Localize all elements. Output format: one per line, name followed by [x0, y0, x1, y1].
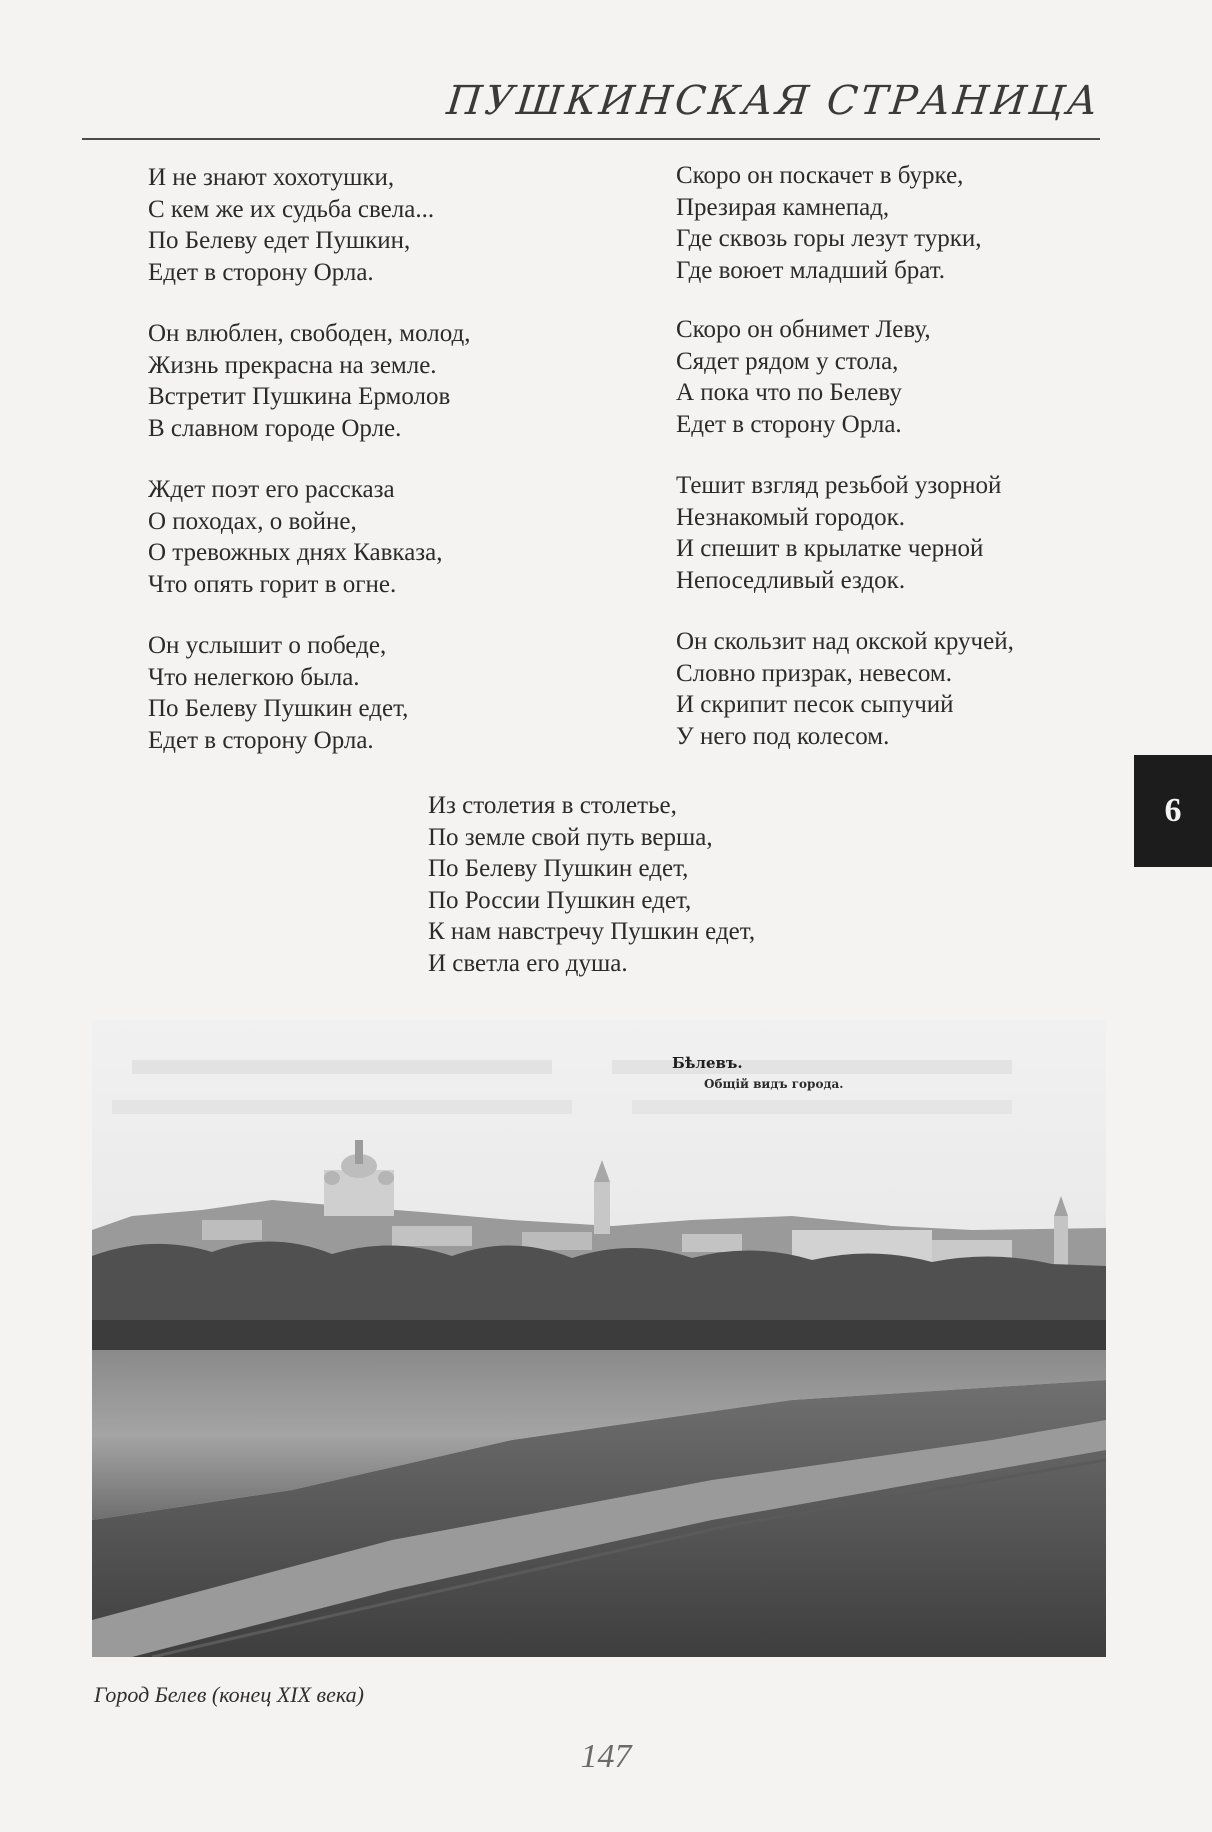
- poem-line: Жизнь прекрасна на земле.: [148, 351, 437, 379]
- figure-caption: Город Белев (конец XIX века): [94, 1682, 364, 1707]
- poem-line: По земле свой путь верша,: [428, 823, 713, 851]
- poem-line: Где воюет младший брат.: [676, 256, 946, 284]
- town-photograph: [92, 1020, 1106, 1657]
- poem-line: Едет в сторону Орла.: [676, 410, 902, 438]
- poem-line: Что нелегкою была.: [148, 663, 360, 691]
- poem-line: У него под колесом.: [676, 722, 890, 750]
- poem-line: Ждет поэт его рассказа: [148, 476, 395, 503]
- chapter-tab: 6: [1134, 755, 1212, 867]
- poem-line: К нам навстречу Пушкин едет,: [428, 918, 756, 945]
- poem-line: Непоседливый ездок.: [676, 566, 906, 594]
- poem-line: В славном городе Орле.: [148, 414, 402, 442]
- stanza-right-2: [676, 314, 931, 440]
- page-number: 147: [580, 1738, 632, 1775]
- poem-line: Он услышит о победе,: [148, 632, 387, 659]
- poem-line: Сядет рядом у стола,: [676, 347, 899, 375]
- poem-line: Едет в сторону Орла.: [148, 726, 374, 754]
- stanza-right-1: [676, 160, 982, 286]
- poem-line: Он влюблен, свободен, молод,: [148, 320, 471, 347]
- header-rule: [82, 138, 1100, 140]
- poem-line: Тешит взгляд резьбой узорной: [676, 472, 1002, 499]
- stanza-final: [428, 790, 755, 979]
- running-title: ПУШКИНСКАЯ СТРАНИЦА: [444, 78, 1103, 124]
- poem-line: Едет в сторону Орла.: [148, 258, 374, 286]
- photo-subtitle: Общiй видъ города.: [704, 1077, 844, 1091]
- photo-title: Бѣлевъ.: [672, 1054, 743, 1072]
- poem-line: С кем же их судьба свела...: [148, 195, 435, 223]
- photo-illustration: [92, 1020, 1106, 1657]
- poem-line: А пока что по Белеву: [676, 379, 902, 406]
- poem-line: Скоро он обнимет Леву,: [676, 316, 931, 343]
- poem-line: По Белеву Пушкин едет,: [428, 855, 689, 882]
- poem-line: Презирая камнепад,: [676, 193, 890, 221]
- poem-line: Незнакомый городок.: [676, 503, 905, 531]
- poem-line: Скоро он поскачет в бурке,: [676, 162, 964, 189]
- poem-line: Словно призрак, невесом.: [676, 659, 953, 687]
- stanza-left-3: [148, 474, 443, 600]
- poem-line: Он скользит над окской кручей,: [676, 628, 1014, 655]
- poem-line: И спешит в крылатке черной: [676, 535, 984, 562]
- stanza-left-2: [148, 318, 471, 444]
- poem-line: По России Пушкин едет,: [428, 886, 692, 914]
- poem-line: И скрипит песок сыпучий: [676, 691, 954, 718]
- poem-line: И светла его душа.: [428, 949, 628, 977]
- poem-line: О тревожных днях Кавказа,: [148, 539, 443, 566]
- stanza-left-4: [148, 630, 408, 756]
- poem-line: И не знают хохотушки,: [148, 164, 395, 191]
- poem-line: По Белеву Пушкин едет,: [148, 695, 409, 722]
- poem-line: Где сквозь горы лезут турки,: [676, 225, 982, 252]
- poem-line: Встретит Пушкина Ермолов: [148, 383, 451, 410]
- poem-line: Из столетия в столетье,: [428, 792, 677, 819]
- poem-line: Что опять горит в огне.: [148, 570, 397, 598]
- poem-line: О походах, о войне,: [148, 507, 357, 535]
- stanza-left-1: [148, 162, 434, 288]
- stanza-right-3: [676, 470, 1001, 596]
- poem-line: По Белеву едет Пушкин,: [148, 227, 411, 254]
- stanza-right-4: [676, 626, 1014, 752]
